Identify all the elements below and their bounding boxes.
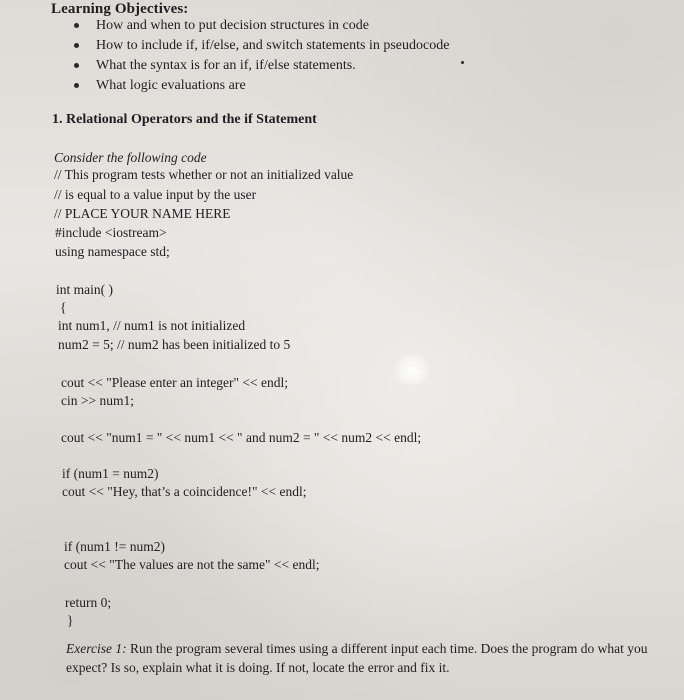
code-main: int main( ) (56, 282, 113, 297)
section-heading: 1. Relational Operators and the if Statement (52, 112, 317, 127)
objectives-list (74, 16, 449, 96)
exercise-text: Run the program several times using a different input each time. Does the program do what you expect? Is so, explain what it is doing. If not, locate the error and fix it. (66, 641, 648, 675)
objective-item (74, 56, 449, 76)
exercise-paragraph (66, 639, 656, 677)
bullet-icon (74, 83, 79, 88)
code-open-brace: { (60, 300, 67, 315)
objective-text: How to include if, if/else, and switch statements in pseudocode (96, 38, 450, 53)
consider-text: Consider the following code (54, 150, 207, 165)
objective-text: What logic evaluations are (96, 78, 246, 93)
code-namespace: using namespace std; (55, 244, 170, 259)
code-return: return 0; (65, 595, 112, 610)
exercise-label: Exercise 1: (66, 641, 127, 656)
code-include: #include <iostream> (55, 225, 167, 240)
code-statement: cout << "num1 = " << num1 << " and num2 = " << num2 << endl; (61, 430, 422, 445)
code-if: if (num1 = num2) (62, 466, 159, 481)
code-comment: // This program tests whether or not an initialized value (54, 167, 354, 182)
bullet-icon (74, 63, 79, 68)
objectives-heading: Learning Objectives: (51, 1, 189, 17)
photo-glare (392, 355, 432, 385)
objective-text: How and when to put decision structures in code (96, 18, 369, 33)
code-comment: // PLACE YOUR NAME HERE (54, 206, 231, 221)
stray-dot (461, 61, 464, 64)
code-comment: // is equal to a value input by the user (54, 187, 257, 202)
bullet-icon (74, 43, 79, 48)
objective-item (74, 16, 449, 36)
code-declaration: num2 = 5; // num2 has been initialized to 5 (58, 337, 291, 352)
code-close-brace: } (67, 613, 74, 628)
code-statement: cout << "Hey, that’s a coincidence!" << endl; (62, 484, 307, 499)
code-statement: cin >> num1; (61, 393, 134, 408)
objective-item (74, 76, 449, 96)
objective-text: What the syntax is for an if, if/else statements. (96, 58, 356, 73)
code-statement: cout << "Please enter an integer" << endl; (61, 375, 289, 390)
bullet-icon (74, 23, 79, 28)
code-declaration: int num1, // num1 is not initialized (58, 318, 246, 333)
objective-item (74, 36, 449, 56)
code-statement: cout << "The values are not the same" << endl; (64, 557, 320, 572)
code-if: if (num1 != num2) (64, 539, 165, 554)
